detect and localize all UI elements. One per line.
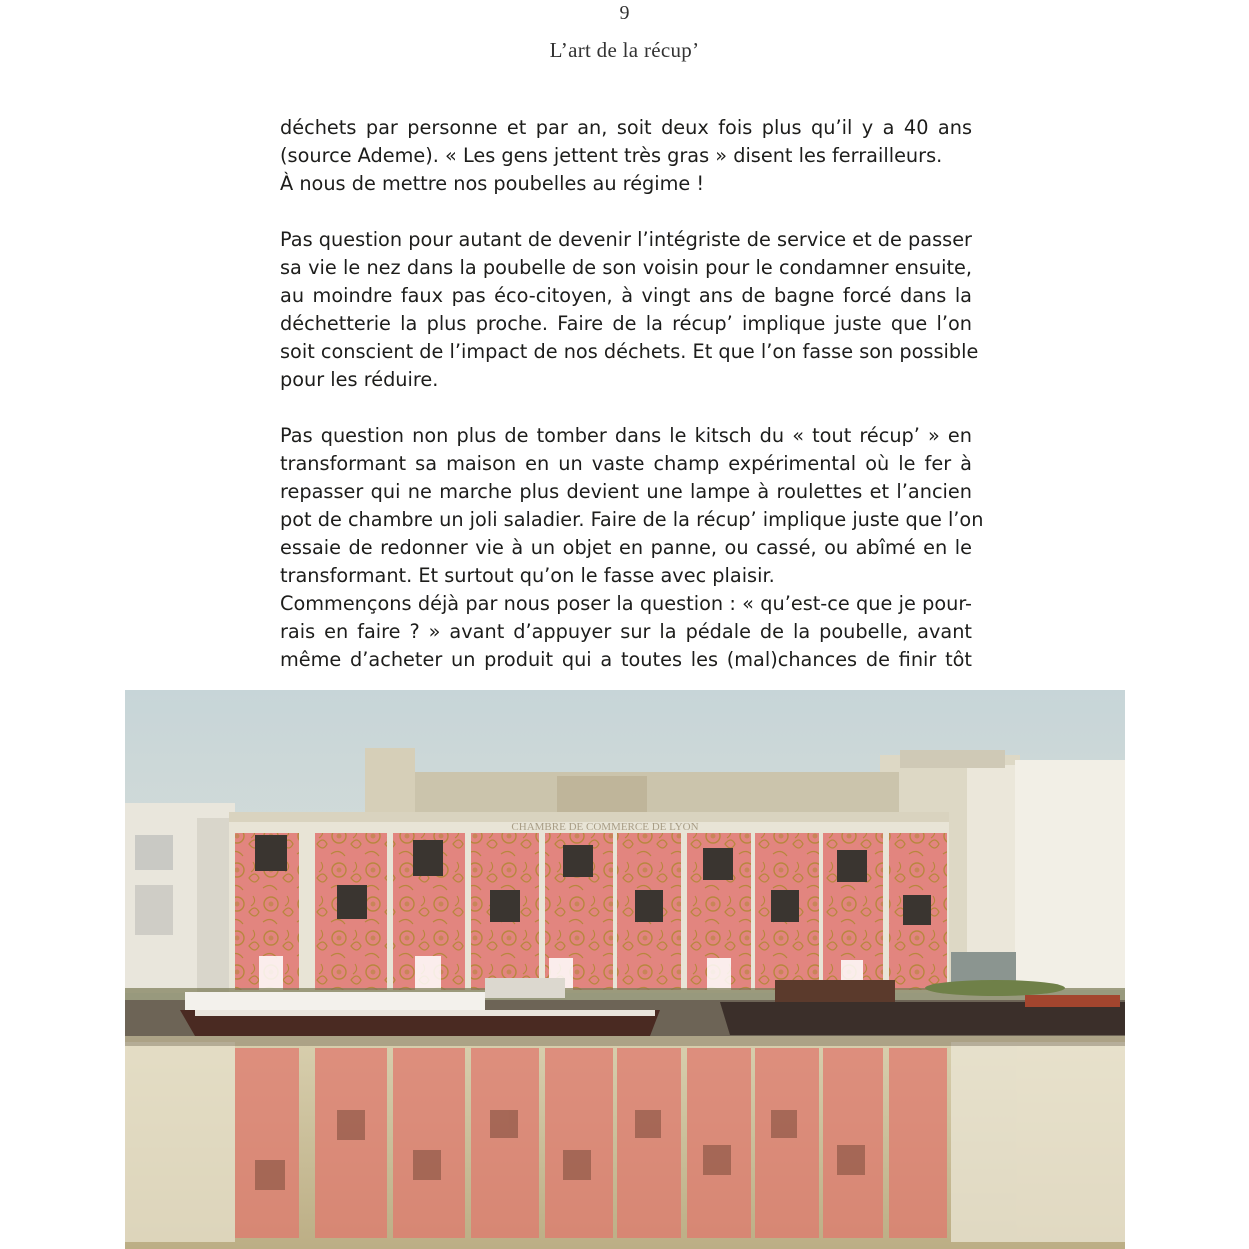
text-line: au moindre faux pas éco-citoyen, à vingt ans de bagne forcé dans la	[280, 284, 972, 307]
text-line: rais en faire ? » avant d’appuyer sur la pédale de la poubelle, avant	[280, 620, 972, 643]
text-line: transformant sa maison en un vaste champ expérimental où le fer à	[280, 452, 972, 475]
running-title: L’art de la récup’	[549, 38, 700, 62]
text-line: Pas question non plus de tomber dans le kitsch du « tout récup’ » en	[280, 424, 972, 447]
text-line: repasser qui ne marche plus devient une lampe à roulettes et l’ancien	[280, 480, 972, 503]
paragraph	[280, 590, 972, 674]
warehouse-photo	[125, 690, 1125, 1249]
paragraph	[280, 422, 984, 590]
page-number: 9	[619, 2, 630, 24]
text-line: transformant. Et surtout qu’on le fasse avec plaisir.	[280, 564, 775, 587]
text-line: pot de chambre un joli saladier. Faire de la récup’ implique juste que l’on	[280, 508, 984, 531]
body-text	[280, 114, 984, 674]
text-line: essaie de redonner vie à un objet en panne, ou cassé, ou abîmé en le	[280, 536, 972, 559]
text-line: déchetterie la plus proche. Faire de la récup’ implique juste que l’on	[280, 312, 972, 335]
text-line: (source Ademe). « Les gens jettent très gras » disent les ferrailleurs.	[280, 144, 943, 167]
text-line: Commençons déjà par nous poser la question : « qu’est-ce que je pour-	[280, 592, 972, 615]
text-line: même d’acheter un produit qui a toutes les (mal)chances de finir tôt	[280, 648, 972, 671]
text-line: À nous de mettre nos poubelles au régime !	[280, 172, 705, 195]
paragraph	[280, 114, 972, 198]
text-line: sa vie le nez dans la poubelle de son voisin pour le condamner ensuite,	[280, 256, 972, 279]
facade-sign: CHAMBRE DE COMMERCE DE LYON	[511, 821, 699, 833]
text-line: déchets par personne et par an, soit deux fois plus qu’il y a 40 ans	[280, 116, 972, 139]
text-line: pour les réduire.	[280, 368, 439, 391]
paragraph	[280, 226, 979, 394]
text-line: Pas question pour autant de devenir l’intégriste de service et de passer	[280, 228, 972, 251]
text-line: soit conscient de l’impact de nos déchets. Et que l’on fasse son possible	[280, 340, 979, 363]
